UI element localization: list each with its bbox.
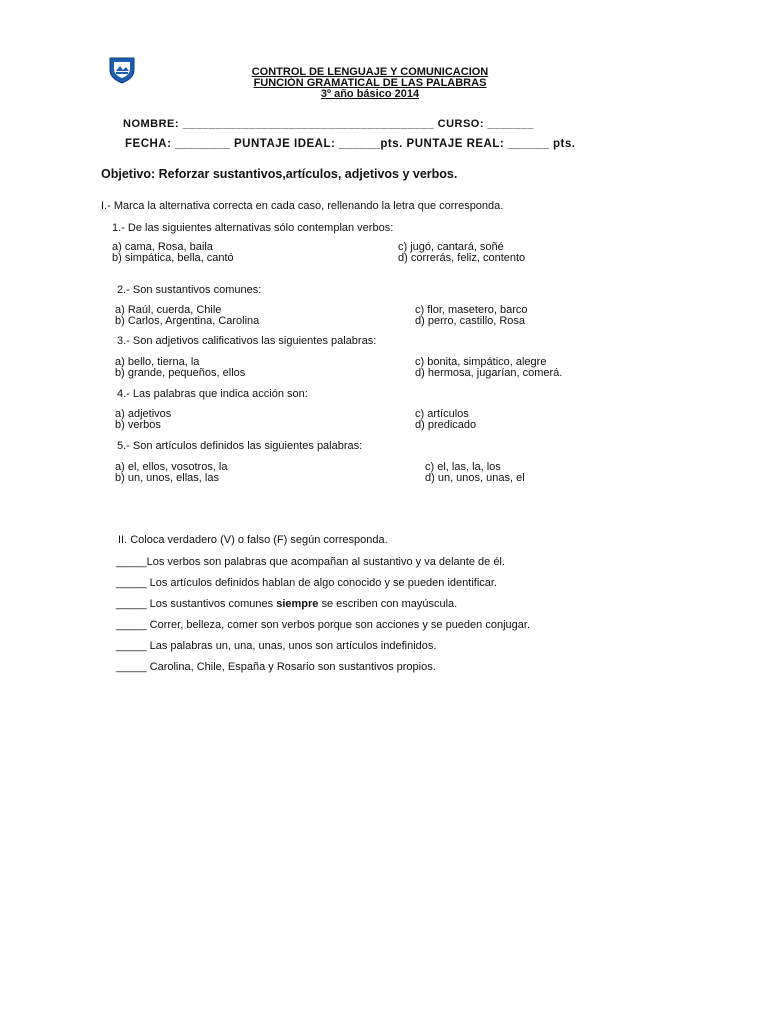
statement-text: _____ Los artículos definidos hablan de algo conocido y se pueden identificar. xyxy=(116,577,497,589)
header-year: 3º año básico 2014 xyxy=(320,88,420,100)
emphasis-word: siempre xyxy=(276,598,319,610)
option-2a[interactable]: a) Raúl, cuerda, Chile xyxy=(115,304,222,316)
header-subtitle: FUNCIÓN GRAMATICAL DE LAS PALABRAS xyxy=(253,77,487,89)
statement-text: _____ Correr, belleza, comer son verbos porque son acciones y se pueden conjugar. xyxy=(116,619,530,631)
option-5c[interactable]: c) el, las, la, los xyxy=(425,461,501,473)
option-2b[interactable]: b) Carlos, Argentina, Carolina xyxy=(115,315,260,327)
true-false-item-3[interactable] xyxy=(116,598,457,610)
option-3a[interactable]: a) bello, tierna, la xyxy=(115,356,200,368)
true-false-item-6[interactable] xyxy=(116,661,436,673)
option-4b[interactable]: b) verbos xyxy=(115,419,161,431)
statement-text: _____Los verbos son palabras que acompañan al sustantivo y va delante de él. xyxy=(116,556,505,568)
option-4c[interactable]: c) artículos xyxy=(415,408,469,420)
section1-instruction: I.- Marca la alternativa correcta en cada caso, rellenando la letra que corresponda. xyxy=(101,200,504,212)
true-false-item-5[interactable] xyxy=(116,640,436,652)
option-3b[interactable]: b) grande, pequeños, ellos xyxy=(115,367,246,379)
statement-text-end: se escriben con mayúscula. xyxy=(318,598,458,610)
nombre-curso-field[interactable]: NOMBRE: ______________________________________ CURSO: _______ xyxy=(123,118,534,130)
option-4a[interactable]: a) adjetivos xyxy=(115,408,172,420)
option-5b[interactable]: b) un, unos, ellas, las xyxy=(115,472,219,484)
statement-text: _____ Las palabras un, una, unas, unos son artículos indefinidos. xyxy=(116,640,437,652)
question-3: 3.- Son adjetivos calificativos las siguientes palabras: xyxy=(117,335,377,347)
option-3d[interactable]: d) hermosa, jugarían, comerá. xyxy=(415,367,563,379)
question-4: 4.- Las palabras que indica acción son: xyxy=(117,388,308,400)
objetivo: Objetivo: Reforzar sustantivos,artículos, adjetivos y verbos. xyxy=(101,167,458,181)
statement-text: _____ Carolina, Chile, España y Rosario son sustantivos propios. xyxy=(116,661,436,673)
question-1: 1.- De las siguientes alternativas sólo contemplan verbos: xyxy=(112,222,394,234)
true-false-item-4[interactable] xyxy=(116,619,530,631)
option-2c[interactable]: c) flor, masetero, barco xyxy=(415,304,528,316)
option-1a[interactable]: a) cama, Rosa, baila xyxy=(112,241,213,253)
question-5: 5.- Son artículos definidos las siguientes palabras: xyxy=(117,440,363,452)
option-1c[interactable]: c) jugó, cantará, soñé xyxy=(398,241,504,253)
option-5d[interactable]: d) un, unos, unas, el xyxy=(425,472,525,484)
option-4d[interactable]: d) predicado xyxy=(415,419,477,431)
true-false-item-1[interactable] xyxy=(116,556,505,568)
option-5a[interactable]: a) el, ellos, vosotros, la xyxy=(115,461,228,473)
fecha-puntaje-field[interactable]: FECHA: ________ PUNTAJE IDEAL: ______pts. PUNTAJE REAL: ______ pts. xyxy=(125,138,576,150)
statement-text: _____ Los sustantivos comunes xyxy=(116,598,277,610)
option-1d[interactable]: d) correrás, feliz, contento xyxy=(398,252,526,264)
question-2: 2.- Son sustantivos comunes: xyxy=(117,284,262,296)
option-3c[interactable]: c) bonita, simpático, alegre xyxy=(415,356,547,368)
section2-instruction: II. Coloca verdadero (V) o falso (F) según corresponda. xyxy=(118,534,388,546)
option-1b[interactable]: b) simpática, bella, cantó xyxy=(112,252,234,264)
true-false-item-2[interactable] xyxy=(116,577,497,589)
option-2d[interactable]: d) perro, castillo, Rosa xyxy=(415,315,526,327)
header-title: CONTROL DE LENGUAJE Y COMUNICACION xyxy=(251,66,489,78)
